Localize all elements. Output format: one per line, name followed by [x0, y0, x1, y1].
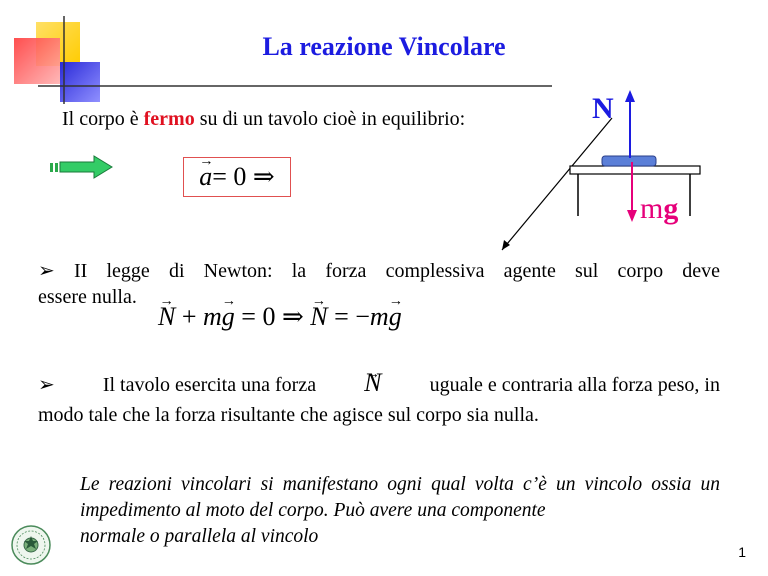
newton-line1: II legge di Newton: la forza complessiva agente sul corpo deve — [73, 260, 721, 282]
green-arrow-icon — [50, 154, 114, 180]
acceleration-var: → a — [199, 162, 212, 192]
eq-m2: m — [369, 302, 389, 331]
eq-m1: m — [203, 302, 222, 331]
institution-logo-icon — [10, 524, 52, 566]
eq-N1: → N — [158, 302, 175, 332]
triangle-bullet-icon: ➢ — [38, 260, 55, 282]
note-text — [80, 472, 720, 550]
triangle-bullet-icon: ➢ — [38, 374, 55, 396]
eq-g2: → g — [389, 302, 402, 332]
intro-text — [62, 108, 465, 131]
note-text1: Le reazioni vincolari si manifestano ogni qual volta c’è un vincolo ossia un impedimento al moto del corpo. Può avere una componente — [80, 474, 720, 521]
table-after: uguale e contraria alla forza peso, in — [429, 374, 720, 396]
slide-title: La reazione Vincolare — [262, 32, 506, 61]
weight-g: g — [663, 192, 679, 225]
eq-neg: = − — [327, 302, 370, 331]
intro-after: su di un tavolo cioè in equilibrio: — [194, 108, 466, 130]
intro-before: Il corpo è — [62, 108, 144, 130]
page-number: 1 — [738, 544, 746, 560]
intro-highlight: fermo — [143, 108, 195, 130]
table-before: Il tavolo esercita una forza — [102, 374, 317, 396]
note-text2: normale o parallela al vincolo — [80, 526, 319, 547]
table-line2: modo tale che la forza risultante che agisce sul corpo sia nulla. — [38, 404, 539, 426]
newton-equation — [158, 302, 402, 332]
eq-N2: → N — [310, 302, 327, 332]
force-diagram — [490, 80, 750, 260]
normal-force-label: N — [592, 92, 614, 125]
eq-plus: + — [175, 302, 204, 331]
eq-mid: = 0 ⇒ — [234, 302, 311, 331]
acceleration-equation — [183, 157, 291, 197]
newton-line2: essere nulla. — [38, 286, 137, 308]
table-var: → N — [364, 368, 381, 398]
weight-m: m — [640, 192, 664, 225]
bullet-table-force — [38, 368, 720, 430]
acceleration-rest: = 0 ⇒ — [212, 162, 275, 191]
weight-force-label — [640, 192, 678, 226]
eq-g1: → g — [222, 302, 235, 332]
